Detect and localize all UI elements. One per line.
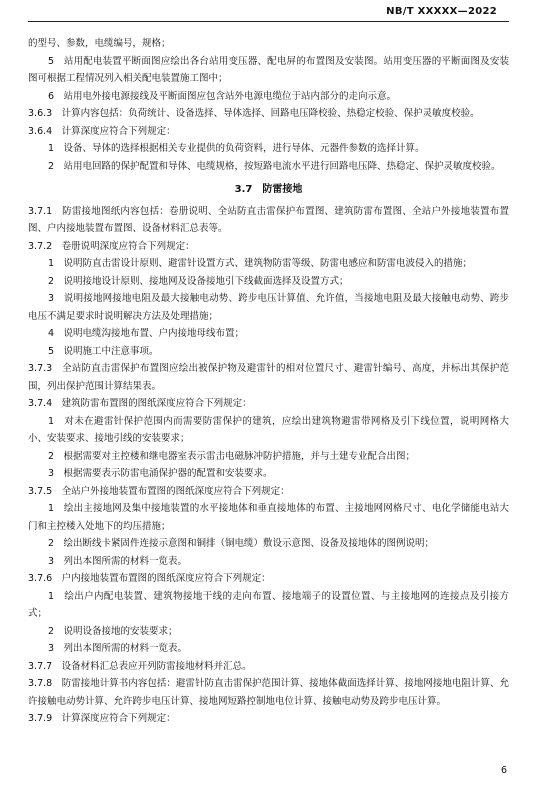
paragraph: 3.7.6 户内接地装置布置图的图纸深度应符合下列规定： bbox=[28, 573, 271, 584]
paragraph: 4 说明电缆沟接地布置、户内接地母线布置； bbox=[48, 328, 245, 339]
document-body bbox=[28, 35, 509, 728]
paragraph: 5 说明施工中注意事项。 bbox=[48, 345, 159, 357]
paragraph: 3.7.7 设备材料汇总表应开列防雷接地材料并汇总。 bbox=[28, 660, 252, 672]
paragraph: 1 说明防直击雷设计原则、避雷针设置方式、建筑物防雷等级、防雷电感应和防雷电波侵入的措施； bbox=[48, 258, 473, 269]
section-3-6-text bbox=[28, 35, 509, 175]
paragraph: 3 根据需要表示防雷电涌保护器的配置和安装要求。 bbox=[48, 468, 273, 479]
paragraph: 2 站用电回路的保护配置和导体、电缆规格，按短路电流水平进行回路电压降、热稳定、保护灵敏度校验。 bbox=[48, 160, 501, 172]
paragraph: 1 绘出户内配电装置、建筑物接地干线的走向布置、接地端子的设置位置、与主接地网的连接点及引接方式； bbox=[28, 590, 509, 619]
header-rule bbox=[28, 21, 509, 22]
paragraph: 1 对未在避雷针保护范围内而需要防雷保护的建筑，应绘出建筑物避雷带网格及引下线位置，说明网格大小、安装要求、接地引线的安装要求； bbox=[28, 415, 509, 444]
paragraph: 1 设备、导体的选择根据相关专业提供的负荷资料，进行导体、元器件参数的选择计算。 bbox=[48, 143, 425, 154]
section-3-7-text bbox=[28, 203, 509, 728]
paragraph: 2 绘出断线卡紧固件连接示意图和铜排（铜电缆）敷设示意图、设备及接地体的图例说明； bbox=[48, 538, 435, 549]
paragraph: 1 绘出主接地网及集中接地装置的水平接地体和垂直接地体的布置、主接地网网格尺寸、电化学储能电站大门和主控楼入处地下的均压措施； bbox=[28, 503, 509, 532]
paragraph: 3 列出本图所需的材料一览表。 bbox=[48, 555, 188, 567]
paragraph: 3.6.4 计算深度应符合下列规定： bbox=[28, 125, 176, 137]
paragraph: 的型号、参数，电缆编号，规格； bbox=[28, 38, 171, 49]
paragraph: 2 说明设备接地的安装要求； bbox=[48, 625, 178, 637]
paragraph: 3.7.9 计算深度应符合下列规定： bbox=[28, 713, 176, 724]
paragraph: 3 说明接地网接地电阻及最大接触电动势、跨步电压计算值、允许值，当接地电阻及最大接触电动势、跨步电压不满足要求时说明解决方法及处理措施； bbox=[28, 293, 509, 322]
page-number: 6 bbox=[500, 765, 507, 776]
paragraph: 3.6.3 计算内容包括：负荷统计、设备选择、导体选择、回路电压降校验、热稳定校验、保护灵敏度校验。 bbox=[28, 108, 480, 119]
paragraph: 3.7.3 全站防直击雷保护布置图应绘出被保护物及避雷针的相对位置尺寸、避雷针编号、高度，并标出其保护范围，列出保护范围计算结果表。 bbox=[28, 363, 509, 392]
paragraph: 3.7.5 全站户外接地装置布置图的图纸深度应符合下列规定： bbox=[28, 485, 290, 497]
paragraph: 5 站用配电装置平断面图应绘出各台站用变压器、配电屏的布置图及安装图。站用变压器的平断面图及安装图可根据工程情况列入相关配电装置施工图中； bbox=[28, 55, 509, 84]
paragraph: 6 站用电外接电源接线及平断面图应包含站外电源电缆位于站内部分的走向示意。 bbox=[48, 90, 397, 102]
section-title: 3.7 防雷接地 bbox=[234, 184, 303, 195]
paragraph: 2 说明接地设计原则、接地网及设备接地引下线截面选择及设置方式； bbox=[48, 275, 349, 287]
paragraph: 2 根据需要对主控楼和继电器室表示雷击电磁脉冲防护措施，并与土建专业配合出图； bbox=[48, 450, 416, 462]
paragraph: 3 列出本图所需的材料一览表。 bbox=[48, 643, 188, 654]
paragraph: 3.7.8 防雷接地计算书内容包括：避雷针防直击雷保护范围计算、接地体截面选择计算、接地网接地电阻计算、允许接触电动势计算、允许跨步电压计算、接地网短路控制地电位计算、接触电动势及跨步电压计算。 bbox=[28, 678, 509, 707]
paragraph: 3.7.2 卷册说明深度应符合下列规定： bbox=[28, 240, 195, 252]
paragraph: 3.7.4 建筑防雷布置图的图纸深度应符合下列规定： bbox=[28, 398, 252, 409]
document-id-header: NB/T XXXXX—2022 bbox=[386, 6, 497, 17]
paragraph: 3.7.1 防雷接地图纸内容包括：卷册说明、全站防直击雷保护布置图、建筑防雷布置图、全站户外接地装置布置图、户内接地装置布置图、设备材料汇总表等。 bbox=[28, 205, 509, 234]
